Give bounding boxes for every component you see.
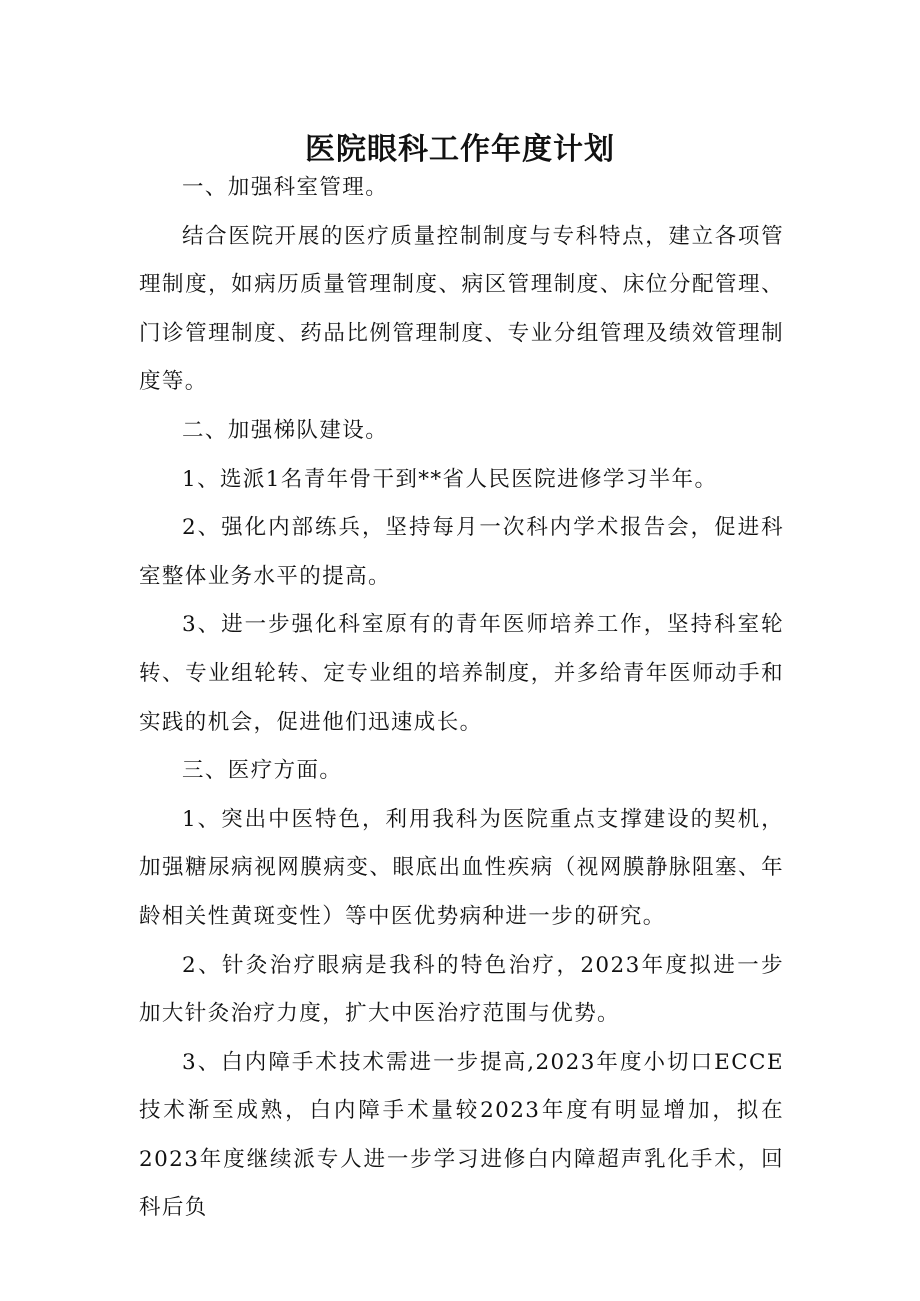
section-heading: 一、加强科室管理。: [182, 175, 389, 200]
document-body: [139, 164, 784, 1233]
list-item: 2、强化内部练兵，坚持每月一次科内学术报告会，促进科室整体业务水平的提高。: [139, 515, 784, 589]
paragraph: 结合医院开展的医疗质量控制制度与专科特点，建立各项管理制度，如病历质量管理制度、病区管理制度、床位分配管理、门诊管理制度、药品比例管理制度、专业分组管理及绩效管理制度等。: [139, 223, 784, 395]
list-item: 2、针灸治疗眼病是我科的特色治疗，2023年度拟进一步加大针灸治疗力度，扩大中医治疗范围与优势。: [139, 952, 784, 1027]
section-heading: 二、加强梯队建设。: [182, 417, 389, 443]
list-item: 3、白内障手术技术需进一步提高,2023年度小切口ECCE技术渐至成熟，白内障手术量较2023年度有明显增加，拟在2023年度继续派专人进一步学习进修白内障超声乳化手术，回科后负: [139, 1049, 784, 1221]
document-title: 医院眼科工作年度计划: [305, 132, 615, 168]
section-heading: 三、医疗方面。: [182, 758, 343, 784]
list-item: 1、突出中医特色，利用我科为医院重点支撑建设的契机，加强糖尿病视网膜病变、眼底出血性疾病（视网膜静脉阻塞、年龄相关性黄斑变性）等中医优势病种进一步的研究。: [139, 806, 784, 929]
list-item: 3、进一步强化科室原有的青年医师培养工作，坚持科室轮转、专业组轮转、定专业组的培养制度，并多给青年医师动手和实践的机会，促进他们迅速成长。: [139, 612, 784, 735]
list-item: 1、选派1名青年骨干到**省人民医院进修学习半年。: [182, 466, 718, 492]
